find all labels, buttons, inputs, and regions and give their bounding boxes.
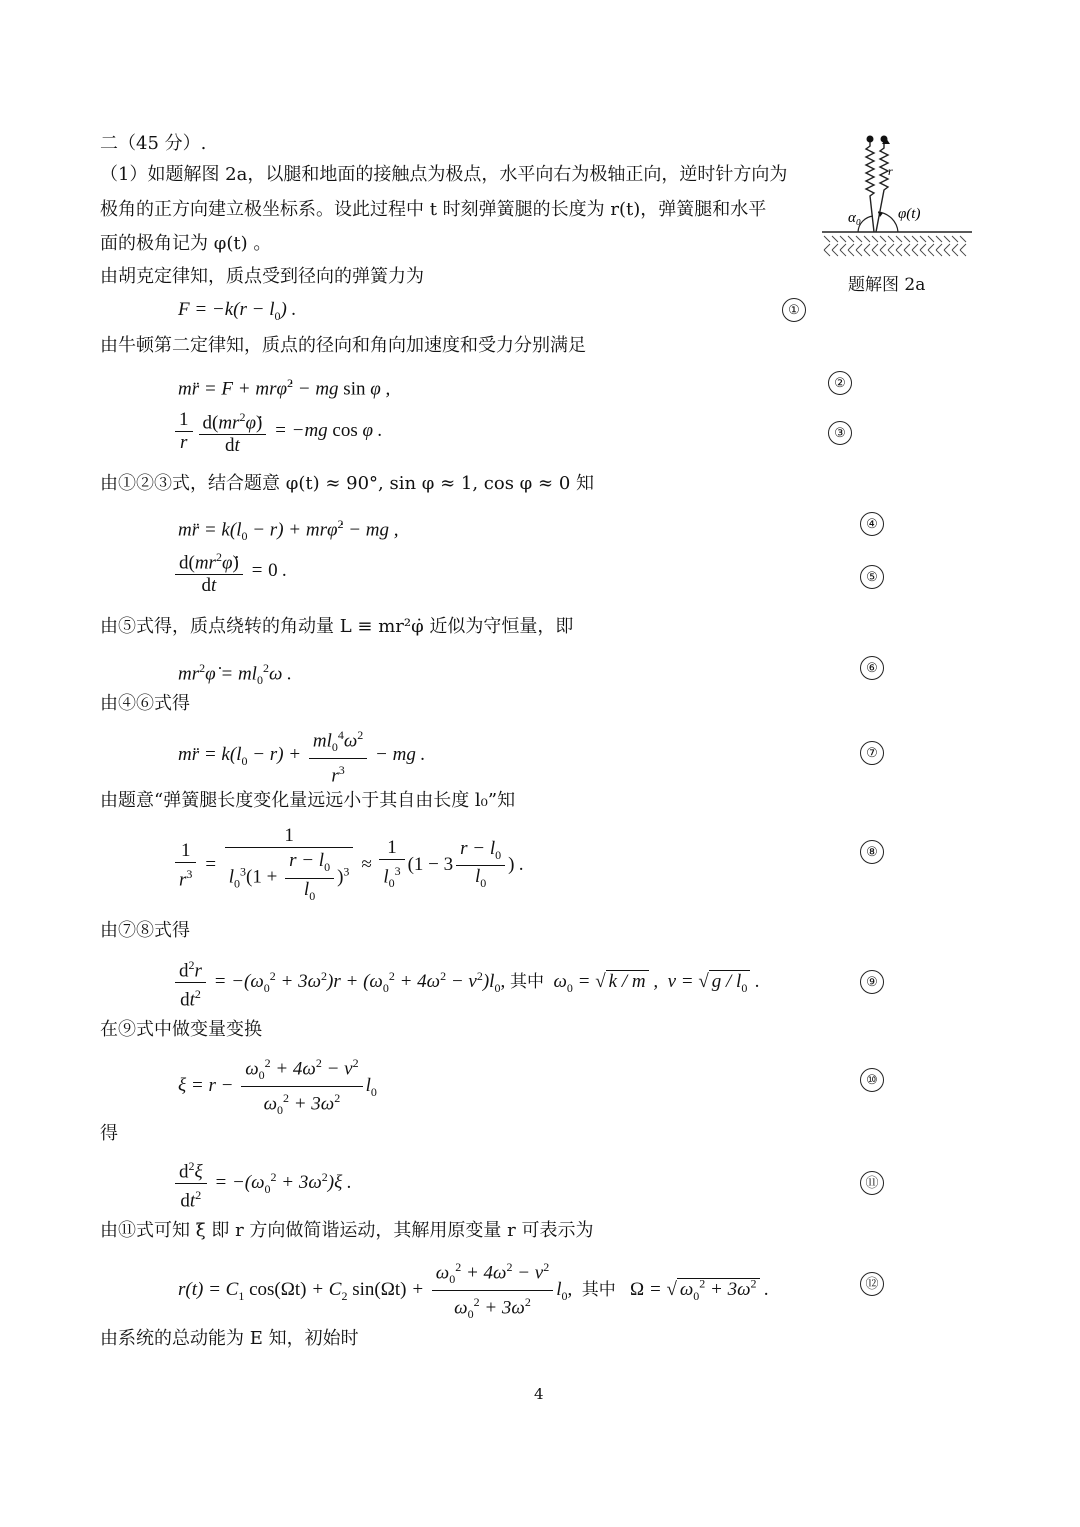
paragraph: 由题意“弹簧腿长度变化量远远小于其自由长度 l₀”知 xyxy=(100,790,516,811)
equation-number: ⑪ xyxy=(860,1171,884,1195)
paragraph: （1）如题解图 2a，以腿和地面的接触点为极点，水平向右为极轴正向，逆时针方向为 xyxy=(100,164,788,185)
equation-3: $\frac{1}{r}$ $\frac{d(mr^2\varphi̇)}{dt}$ = −mg cos φ . xyxy=(172,407,383,456)
paragraph: 在⑨式中做变量变换 xyxy=(100,1019,262,1040)
equation-2: mr̈ = F + mrφ̇$^2$ − mg sin φ , xyxy=(178,376,391,400)
equation-number: ① xyxy=(782,298,806,322)
paragraph: 由系统的总动能为 E 知，初始时 xyxy=(100,1328,359,1349)
equation-6: $mr^2\varphi̇ = ml_0^2\omega$ . xyxy=(178,661,292,688)
equation-10: ξ = r − $\frac{\omega_0^2 + 4\omega^2 - \nu^2}{\omega_0^2 + 3\omega^2}$ $l_0$ xyxy=(178,1053,377,1120)
equation-number: ⑨ xyxy=(860,970,884,994)
equation-number: ④ xyxy=(860,512,884,536)
paragraph: 由①②③式，结合题意 φ(t) ≈ 90°, sin φ ≈ 1, cos φ ≈ 0 知 xyxy=(100,473,594,494)
equation-4: mr̈ = $k(l_0 - r)$ + mrφ̇$^2$ − mg , xyxy=(178,517,399,544)
equation-number: ⑥ xyxy=(860,656,884,680)
equation-8: $\frac{1}{r^3}$ = 1 $l_0^3(1$ + $\frac{r - l_0}{l_0}$ )$^3$ ≈ $\frac{1}{l_0^3}$ (1 − 3 $\frac{r - l_0}{l_0}$ ) . xyxy=(172,826,524,906)
paragraph: 面的极角记为 φ(t) 。 xyxy=(100,233,272,254)
equation-number: ⑧ xyxy=(860,840,884,864)
paragraph: 由⑤式得，质点绕转的角动量 L ≡ mr²φ̇ 近似为守恒量，即 xyxy=(100,616,574,637)
equation-11: $\frac{d^2\xi}{dt^2}$ = $-(\omega_0^2 + 3\omega^2)\xi$ . xyxy=(172,1156,352,1212)
paragraph: 由⑪式可知 ξ 即 r 方向做简谐运动，其解用原变量 r 可表示为 xyxy=(100,1220,594,1241)
paragraph: 由胡克定律知，质点受到径向的弹簧力为 xyxy=(100,266,424,287)
equation-number: ⑤ xyxy=(860,565,884,589)
paragraph: 极角的正方向建立极坐标系。设此过程中 t 时刻弹簧腿的长度为 r(t)，弹簧腿和水平 xyxy=(100,199,767,220)
equation-number: ② xyxy=(828,371,852,395)
equation-5: $\frac{d(mr^2\varphi̇)}{dt}$ = 0 . xyxy=(172,547,287,596)
equation-number: ⑩ xyxy=(860,1068,884,1092)
mass-point xyxy=(867,136,874,143)
equation-number: ⑫ xyxy=(860,1272,884,1296)
equation-9: $\frac{d^2r}{dt^2}$ = $-(\omega_0^2 + 3\omega^2)r + (\omega_0^2 + 4\omega^2 - \nu^2)l_0$, 其中 $\omega_0$ = √ k / m , ν = √ g / $l_0$ . xyxy=(172,955,760,1011)
heading: 二（45 分）. xyxy=(100,133,207,154)
paragraph: 得 xyxy=(100,1123,118,1144)
ground xyxy=(822,232,972,258)
phi-label: φ(t) xyxy=(898,206,921,222)
alpha-label: α₀ xyxy=(848,210,862,226)
spring-right xyxy=(876,140,888,232)
paragraph: 由④⑥式得 xyxy=(100,693,190,714)
paragraph: 由牛顿第二定律知，质点的径向和角向加速度和受力分别满足 xyxy=(100,335,586,356)
equation-12: $r(t) = C_1$ $\cos(\Omega t) + C_2$ sin(Ωt) + $\frac{\omega_0^2 + 4\omega^2 - \nu^2}{\omega_0^2 + 3\omega^2}$ $l_0$, 其中 Ω = √ $\omega_0^2 + 3\omega^2$ . xyxy=(178,1257,769,1324)
equation-number: ③ xyxy=(828,421,852,445)
figure-2a xyxy=(818,130,978,260)
equation-7: mr̈ = $k(l_0 - r)$ + $\frac{ml_0^4\omega^2}{r^3}$ − mg . xyxy=(178,725,425,786)
figure-caption: 题解图 2a xyxy=(848,275,926,295)
where-label: 其中 xyxy=(581,1279,616,1300)
paragraph: 由⑦⑧式得 xyxy=(100,920,190,941)
page-number: 4 xyxy=(534,1385,544,1403)
r-label: r xyxy=(888,164,893,178)
equation-1: $F = -k(r - l_0)$ . xyxy=(178,299,297,323)
equation-number: ⑦ xyxy=(860,741,884,765)
where-label: 其中 xyxy=(509,972,544,993)
